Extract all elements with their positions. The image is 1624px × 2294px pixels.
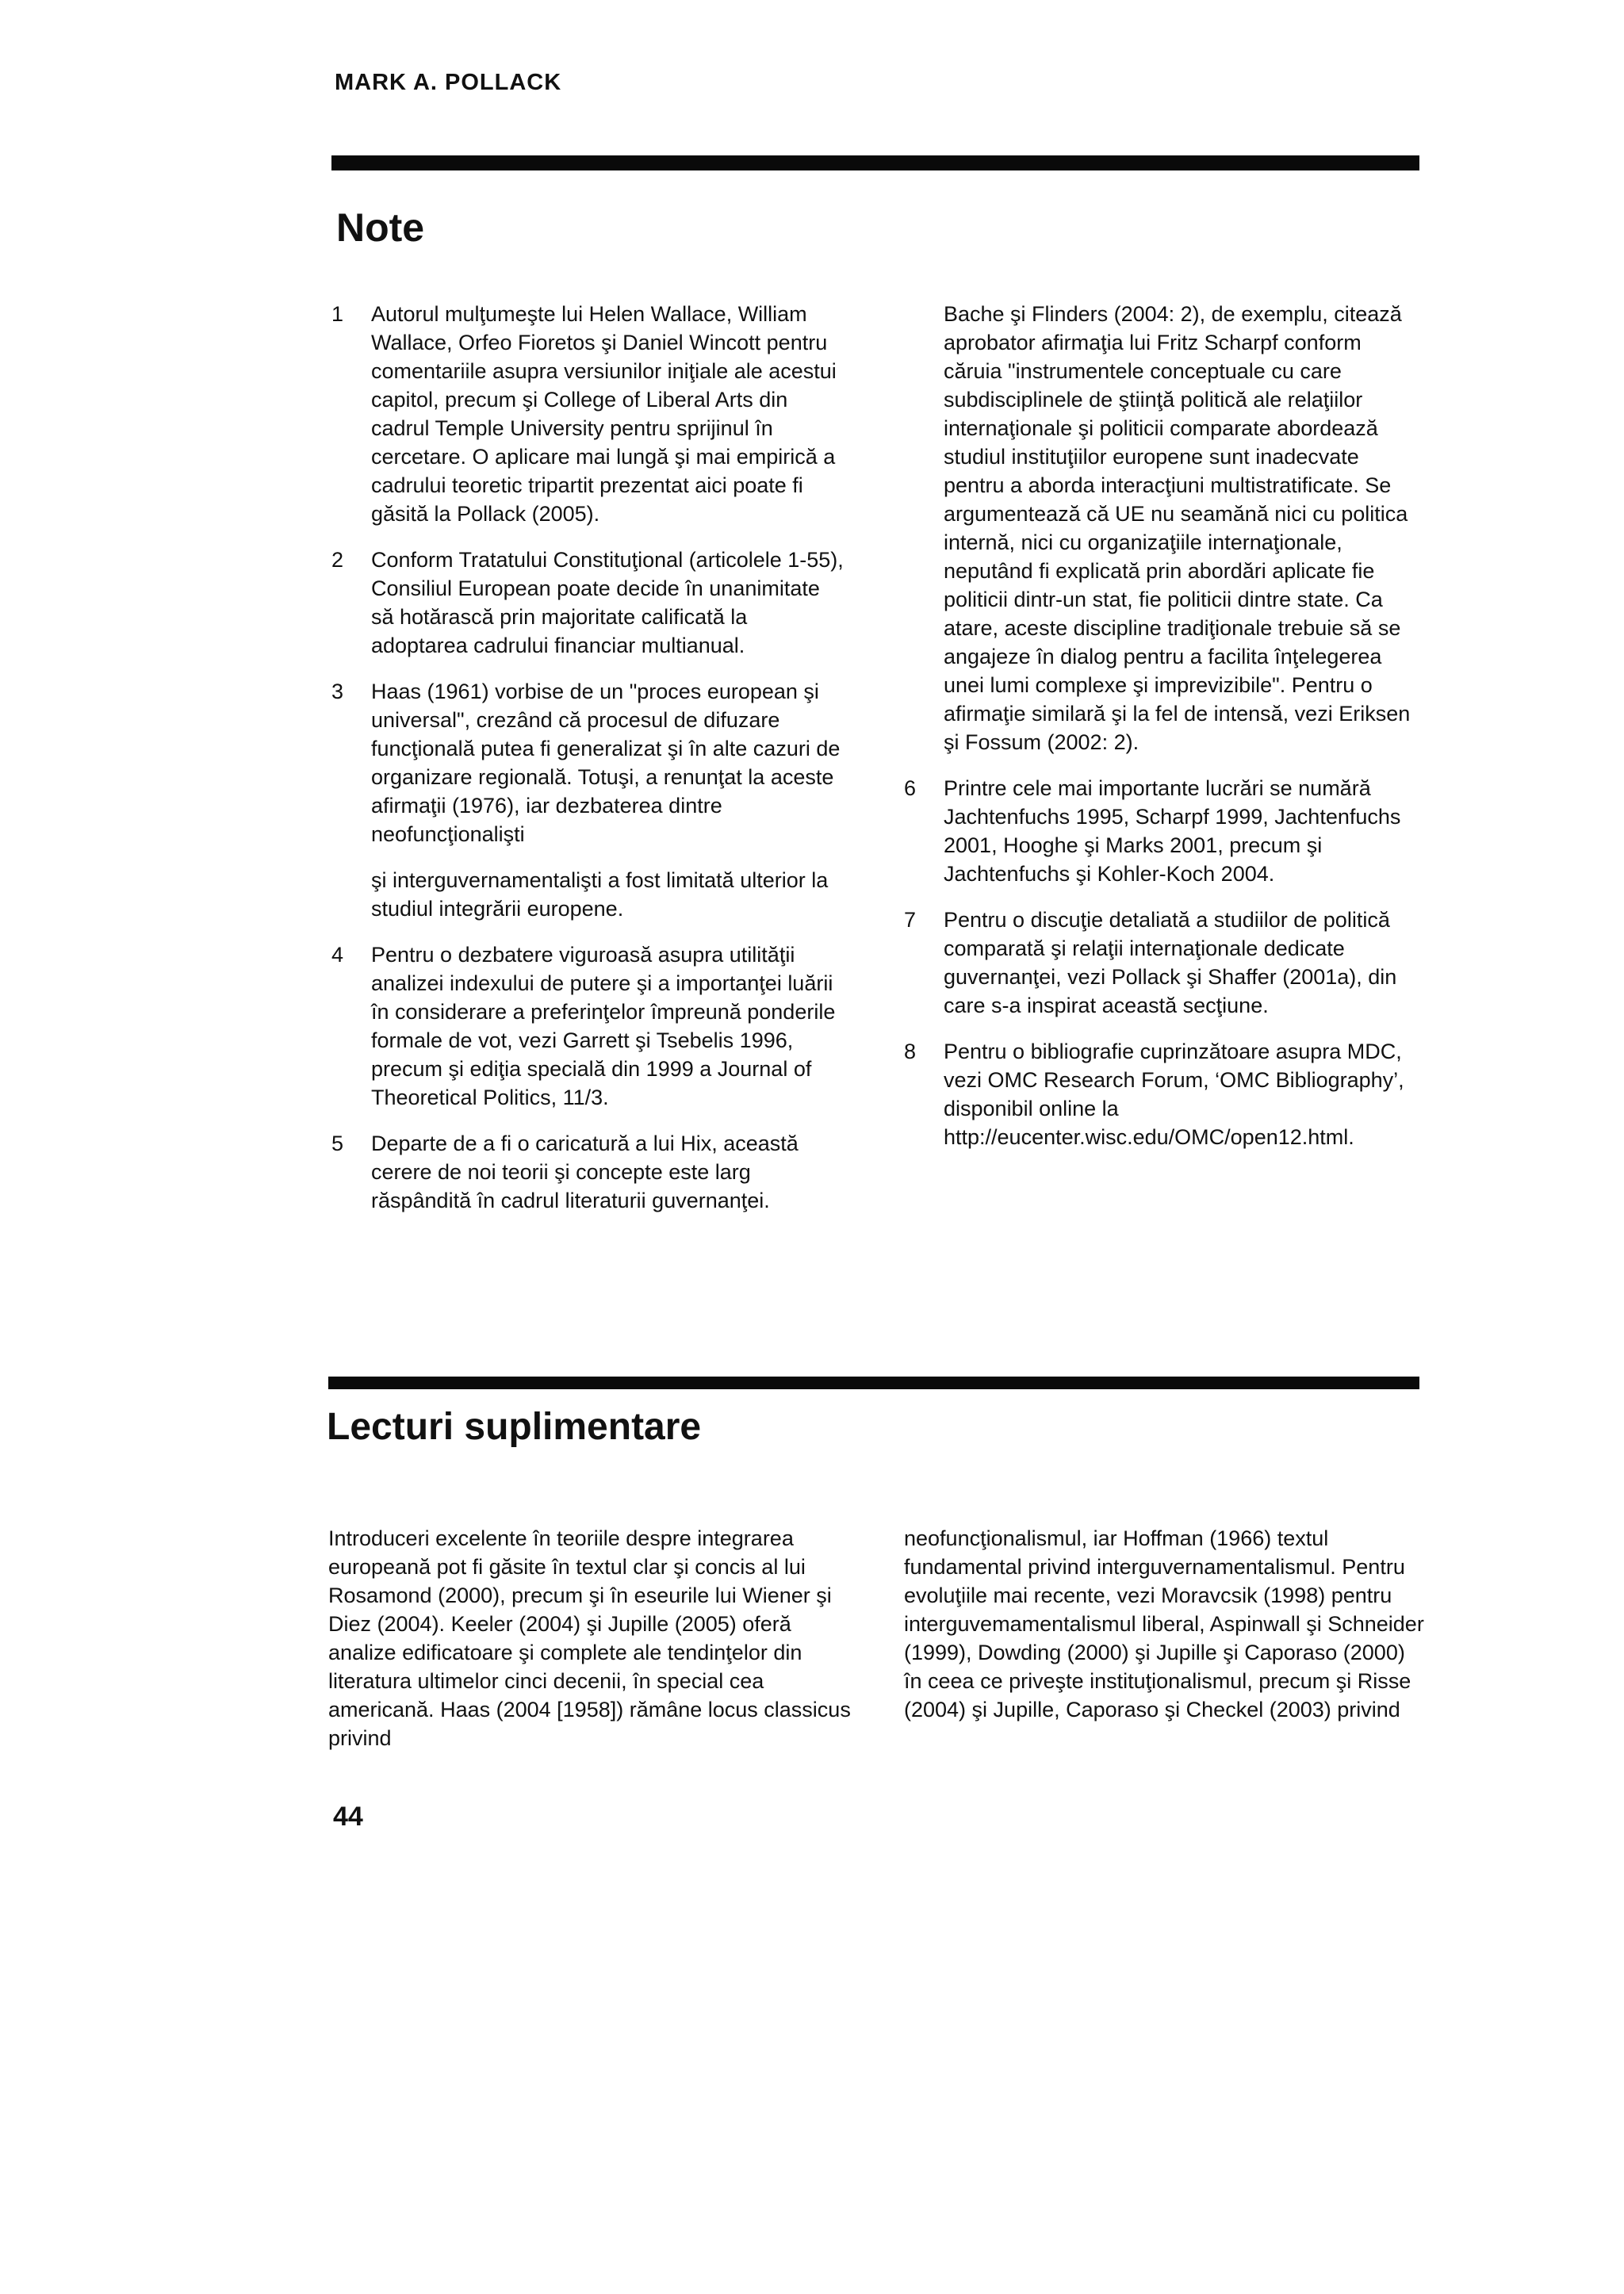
readings-right-paragraph: neofuncţionalismul, iar Hoffman (1966) textul fundamental privind interguvernamentalismul. Pentru evoluţiile mai recente, vezi Moravcsik (1998) pentru interguvemamentalismul liberal, Aspinwall şi Schneider (1999), Dowding (2000) şi Jupille şi Caporaso (2000) în ceea ce priveşte instituţionalismul, precum şi Risse (2004) şi Jupille, Caporaso şi Checkel (2003) privind (904, 1526, 1424, 1721)
note-text: Pentru o dezbatere viguroasă asupra utilităţii analizei indexului de putere şi a importanţei luării în considerare a preferinţelor împreună ponderile formale de vot, vezi Garrett şi Tsebelis 1996, precum şi ediţia specială din 1999 a Journal of Theoretical Politics, 11/3. (371, 943, 836, 1109)
notes-right-column (904, 300, 1419, 1169)
note-continuation (904, 300, 1419, 756)
note-text: Printre cele mai importante lucrări se numără Jachtenfuchs 1995, Scharpf 1999, Jachtenfuchs 2001, Hooghe şi Marks 2001, precum şi Jachtenfuchs şi Kohler-Koch 2004. (944, 776, 1401, 886)
note-number: 8 (904, 1040, 917, 1063)
note-text: Conform Tratatului Constituţional (articolele 1-55), Consiliul European poate decide în unanimitate să hotărască prin majoritate calificată la adoptarea cadrului financiar multianual. (371, 548, 844, 657)
note-item (904, 1037, 1419, 1151)
note-item (331, 940, 847, 1112)
note-item (904, 774, 1419, 888)
note-item (331, 677, 847, 848)
note-text: Pentru o bibliografie cuprinzătoare asupra MDC, vezi OMC Research Forum, ‘OMC Bibliography’, disponibil online la http://eucenter.wisc.edu/OMC/open12.html. (944, 1040, 1404, 1149)
top-rule (331, 155, 1419, 170)
note-number: 6 (904, 776, 917, 800)
section-rule (328, 1377, 1419, 1389)
note-text: Autorul mulţumeşte lui Helen Wallace, William Wallace, Orfeo Fioretos şi Daniel Wincott pentru comentariile asupra versiunilor iniţiale ale acestui capitol, precum şi College of Liberal Arts din cadrul Temple University pentru sprijinul în cercetare. O aplicare mai lungă şi mai empirică a cadrului teoretic tripartit prezentat aici poate fi găsită la Pollack (2005). (371, 302, 837, 526)
note-number: 7 (904, 908, 917, 932)
readings-left-paragraph: Introduceri excelente în teoriile despre integrarea europeană pot fi găsite în textul clar şi concis al lui Rosamond (2000), precum şi în eseurile lui Wiener şi Diez (2004). Keeler (2004) şi Jupille (2005) oferă analize edificatoare şi complete ale tendinţelor din literatura ultimelor cinci decenii, în special cea americană. Haas (2004 [1958]) rămâne locus classicus privind (328, 1526, 851, 1750)
note-number: 5 (331, 1132, 344, 1155)
note-number: 4 (331, 943, 344, 967)
notes-heading: Note (336, 205, 425, 250)
note-item (904, 906, 1419, 1020)
page-number: 44 (333, 1802, 363, 1832)
running-header-author: MARK A. POLLACK (335, 70, 562, 95)
note-number: 3 (331, 680, 344, 703)
note-text: Bache şi Flinders (2004: 2), de exemplu, citează aprobator afirmaţia lui Fritz Scharpf conform căruia "instrumentele conceptuale cu care subdisciplinele de ştiinţă politică ale relaţiilor internaţionale şi politicii comparate abordează studiul instituţiilor europene sunt inadecvate pentru a aborda interacţiuni multistratificate. Se argumentează că UE nu seamănă nici cu politica internă, nici cu organizaţiile internaţionale, neputând fi explicată prin abordări aplicate fie politicii dintr-un stat, fie politicii dintre state. Ca atare, aceste discipline tradiţionale trebuie să se angajeze în dialog pentru a facilita înţelegerea unei lumi complexe şi imprevizibile". Pentru o afirmaţie similară şi la fel de intensă, vezi Eriksen şi Fossum (2002: 2). (944, 302, 1411, 754)
note-text: Pentru o discuţie detaliată a studiilor de politică comparată şi relaţii internaţionale dedicate guvernanţei, vezi Pollack şi Shaffer (2001a), din care s-a inspirat această secţiune. (944, 908, 1397, 1017)
note-number: 1 (331, 302, 344, 326)
note-text: Haas (1961) vorbise de un "proces european şi universal", crezând că procesul de difuzare funcţională putea fi generalizat şi în alte cazuri de organizare regională. Totuşi, a renunţat la aceste afirmaţii (1976), iar dezbaterea dintre neofuncţionalişti (371, 680, 841, 846)
note-continuation (331, 866, 847, 923)
readings-heading: Lecturi suplimentare (327, 1406, 702, 1448)
notes-left-column (331, 300, 847, 1232)
note-text: Departe de a fi o caricatură a lui Hix, această cerere de noi teorii şi concepte este larg răspândită în cadrul literaturii guvernanţei. (371, 1132, 799, 1212)
note-item (331, 546, 847, 660)
note-item (331, 1129, 847, 1215)
note-text: şi interguvernamentalişti a fost limitată ulterior la studiul integrării europene. (371, 868, 829, 921)
note-item (331, 300, 847, 528)
note-number: 2 (331, 548, 344, 572)
